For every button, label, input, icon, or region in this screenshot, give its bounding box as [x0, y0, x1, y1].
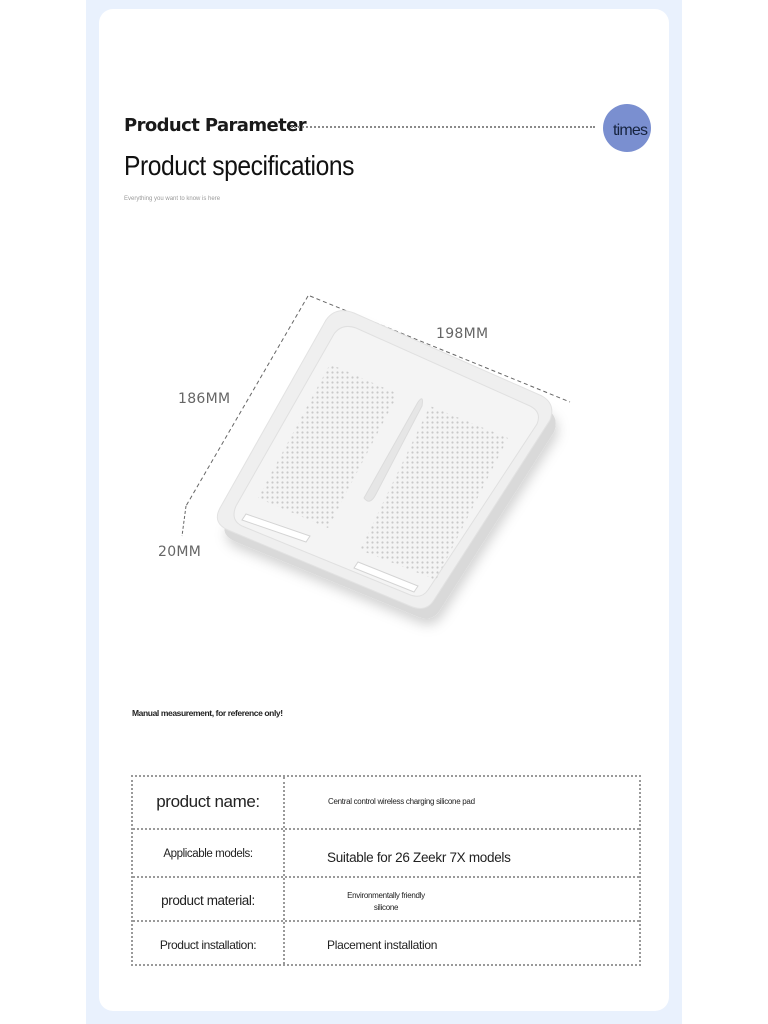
length-dimension-label: 198MM [436, 326, 489, 342]
table-row-divider [133, 920, 639, 922]
page-title: Product specifications [124, 150, 354, 181]
badge-label: times [613, 122, 648, 139]
spec-label-models: Applicable models: [163, 848, 253, 860]
spec-value-name: Central control wireless charging silicone pad [328, 797, 475, 806]
height-dimension-label: 20MM [158, 544, 202, 560]
spec-value-material: Environmentally friendly silicone [347, 891, 425, 912]
charging-pad-illustration [150, 280, 590, 640]
page-subtitle: Everything you want to know is here [124, 196, 221, 202]
specs-table [131, 775, 641, 966]
spec-value-installation: Placement installation [327, 938, 438, 952]
table-row-divider [133, 876, 639, 878]
table-row-divider [133, 828, 639, 830]
measurement-note: Manual measurement, for reference only! [132, 708, 283, 718]
width-dimension-label: 186MM [178, 391, 231, 407]
spec-label-material: product material: [161, 893, 255, 908]
table-column-divider [283, 777, 285, 964]
spec-label-installation: Product installation: [159, 938, 257, 952]
spec-label-name: product name: [156, 792, 260, 811]
times-badge [603, 104, 651, 152]
section-heading: Product Parameter [124, 115, 307, 136]
heading-dotted-divider [291, 126, 595, 128]
spec-value-models: Suitable for 26 Zeekr 7X models [327, 850, 511, 865]
height-dimension-line [182, 506, 186, 536]
